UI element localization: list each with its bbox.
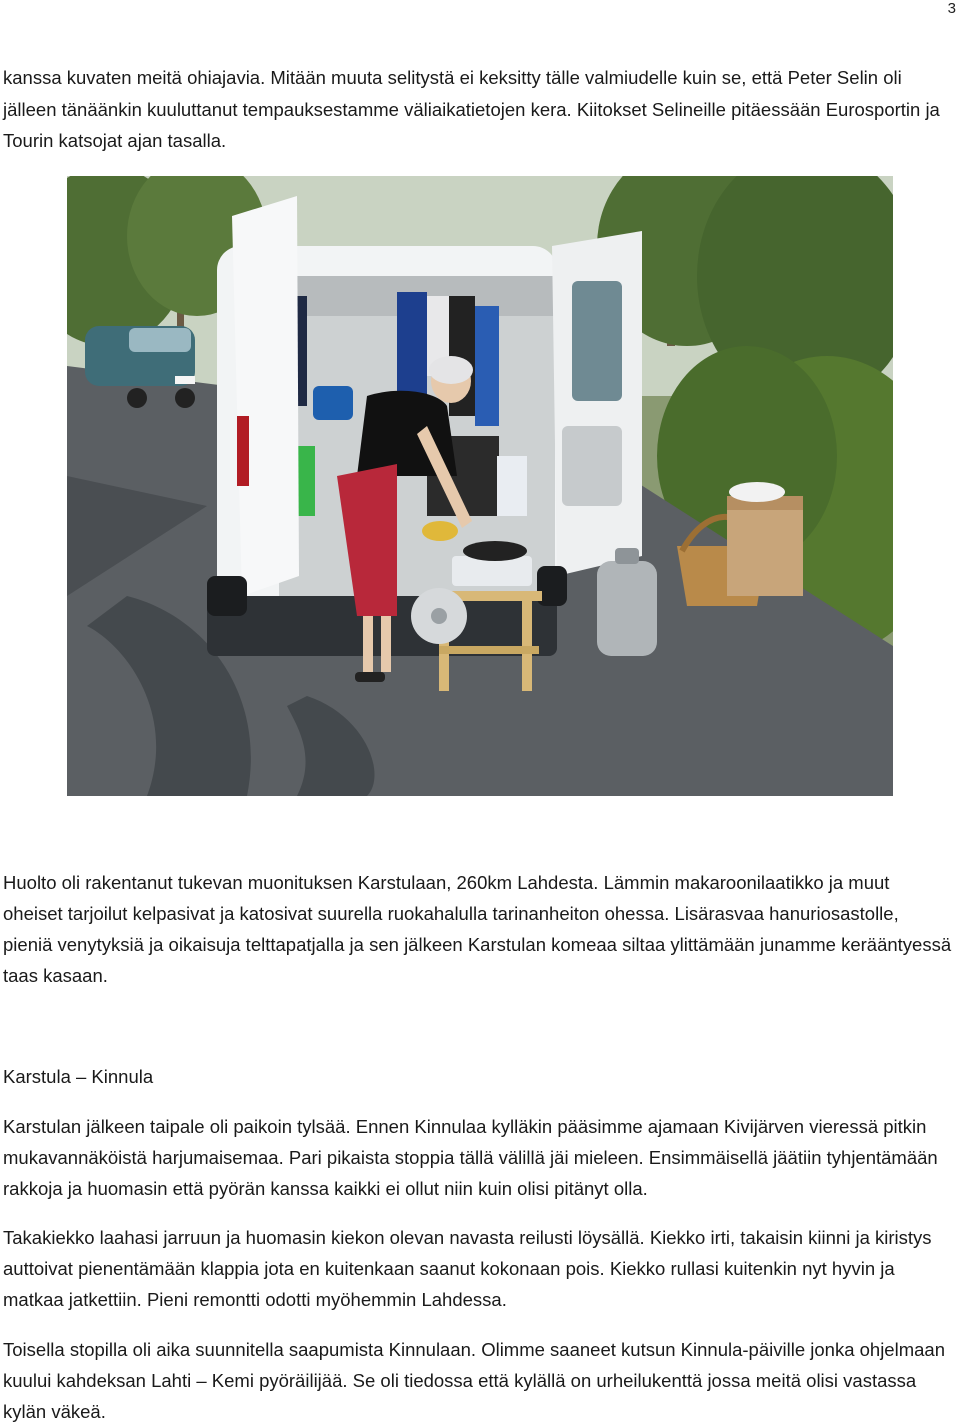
body-paragraph: Takakiekko laahasi jarruun ja huomasin kiekon olevan navasta reilusti löysällä. Kiekko irti, takaisin kiinni ja kiristys auttoivat pienentämään klappia jota en kuitenkaan saanut kokonaan pois. Kiekko rullasi kuitenkin nyt hyvin ja matkaa jatkettiin. Pieni remontti odotti myöhemmin Lahdessa. xyxy=(3,1227,932,1310)
intro-paragraph: kanssa kuvaten meitä ohiajavia. Mitään muuta selitystä ei keksitty tälle valmiudelle kuin se, että Peter Selin oli jälleen tänäänkin kuuluttanut tempauksestamme väliaikatietojen kera. Kiitokset Selineille pitäessään Eurosportin ja Tourin katsojat ajan tasalla. xyxy=(3,67,940,151)
page-number: 3 xyxy=(947,0,956,17)
photo-illustration xyxy=(67,176,893,796)
photo-caption-paragraph: Huolto oli rakentanut tukevan muonituksen Karstulaan, 260km Lahdesta. Lämmin makaroonilaatikko ja muut oheiset tarjoilut kelpasivat ja katosivat suurella ruokahalulla tarinanheiton ohessa. Lisärasvaa hanuriosastolle, pieniä venytyksiä ja oikaisuja telttapatjalla ja sen jälkeen Karstulan komeaa siltaa ylittämään junamme kerääntyessä taas kasaan. xyxy=(3,872,952,986)
body-paragraph: Toisella stopilla oli aika suunnitella saapumista Kinnulaan. Olimme saaneet kutsun Kinnula-päiville jonka ohjelmaan kuului kahdeksan Lahti – Kemi pyöräilijää. Se oli tiedossa että kylällä on urheilukenttä jossa meitä olisi vastassa kylän väkeä. xyxy=(3,1339,945,1422)
van-kitchen-photo xyxy=(67,176,893,796)
body-paragraph: Karstulan jälkeen taipale oli paikoin tylsää. Ennen Kinnulaa kylläkin pääsimme ajamaan Kivijärven vieressä pitkin mukavannäköistä harjumaisemaa. Pari pikaista stoppia tällä välillä jäi mieleen. Ensimmäisellä jäätiin tyhjentämään rakkoja ja huomasin että pyörän kanssa kaikki ei ollut niin kuin olisi pitänyt olla. xyxy=(3,1116,938,1199)
section-heading: Karstula – Kinnula xyxy=(3,1066,154,1087)
